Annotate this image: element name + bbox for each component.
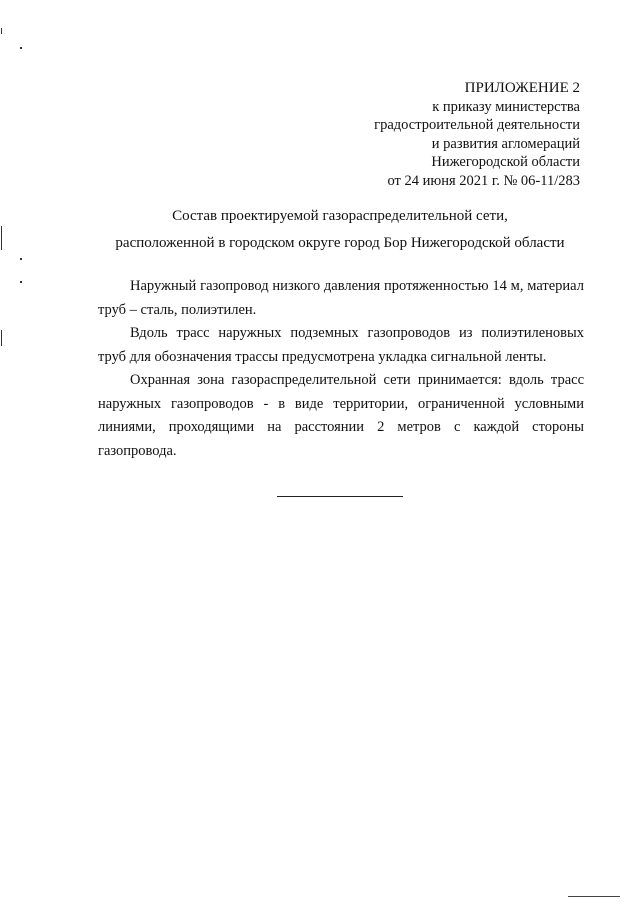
appendix-region-line: Нижегородской области (431, 154, 580, 171)
scan-mark (1, 28, 2, 34)
appendix-ministry-line-2: и развития агломераций (431, 135, 580, 152)
paragraph-pipeline: Наружный газопровод низкого давления протяженностью 14 м, материал труб – сталь, полиэтилен. (98, 278, 584, 318)
paragraph-signal-tape: Вдоль трасс наружных подземных газопроводов из полиэтиленовых труб для обозначения трассы предусмотрена укладка сигнальной ленты. (98, 325, 584, 365)
scan-mark (1, 330, 2, 346)
scan-mark (20, 281, 22, 283)
appendix-ministry-line: градостроительной деятельности (374, 117, 580, 134)
document-body (98, 275, 584, 463)
scan-mark (20, 258, 22, 260)
scan-mark (20, 47, 22, 49)
appendix-order-line: к приказу министерства (432, 98, 580, 115)
appendix-header (374, 79, 580, 191)
scan-mark (1, 226, 2, 250)
scan-edge-line (568, 896, 620, 897)
document-title-line-1: Состав проектируемой газораспределительной сети, (172, 208, 508, 224)
document-title (0, 203, 640, 257)
appendix-number: ПРИЛОЖЕНИЕ 2 (464, 80, 580, 96)
paragraph-protection-zone: Охранная зона газораспределительной сети принимается: вдоль трасс наружных газопроводов - в виде территории, ограниченной условными линиями, проходящими на расстоянии 2 метров с каждой стороны газопровода. (98, 372, 584, 459)
end-separator-line (277, 496, 403, 497)
appendix-date-number: от 24 июня 2021 г. № 06-11/283 (387, 172, 580, 189)
document-title-line-2: расположенной в городском округе город Бор Нижегородской области (115, 235, 565, 251)
